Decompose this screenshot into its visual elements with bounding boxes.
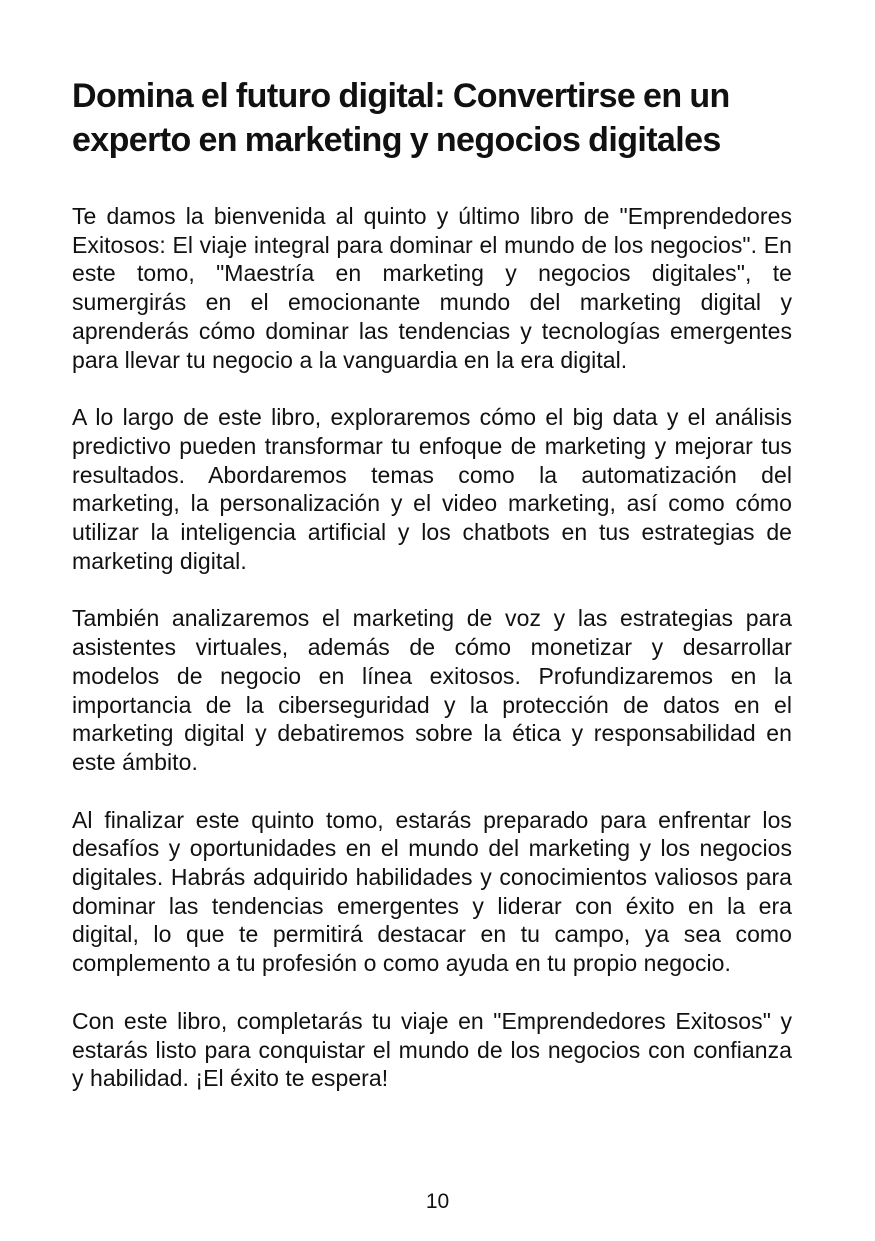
page-content [72, 74, 792, 1122]
page-title: Domina el futuro digital: Convertirse en un experto en marketing y negocios digitales [72, 77, 730, 159]
paragraph-3: También analizaremos el marketing de voz y las estrategias para asistentes virtuales, además de cómo monetizar y desarrollar modelos de negocio en línea exitosos. Profundizaremos en la importancia de la ciberseguridad y la protección de datos en el marketing digital y debatiremos sobre la ética y responsabilidad en este ámbito. [72, 605, 792, 775]
paragraph-4: Al finalizar este quinto tomo, estarás preparado para enfrentar los desafíos y oportunidades en el mundo del marketing y los negocios digitales. Habrás adquirido habilidades y conocimientos valiosos para dominar las tendencias emergentes y liderar con éxito en la era digital, lo que te permitirá destacar en tu campo, ya sea como complemento a tu profesión o como ayuda en tu propio negocio. [72, 806, 792, 977]
page-number: 10 [425, 1190, 450, 1213]
paragraph-1: Te damos la bienvenida al quinto y último libro de "Emprendedores Exitosos: El viaje integral para dominar el mundo de los negocios". En este tomo, "Maestría en marketing y negocios digitales", te sumergirás en el emocionante mundo del marketing digital y aprenderás cómo dominar las tendencias y tecnologías emergentes para llevar tu negocio a la vanguardia en la era digital. [72, 203, 792, 373]
paragraph-2: A lo largo de este libro, exploraremos cómo el big data y el análisis predictivo pueden transformar tu enfoque de marketing y mejorar tus resultados. Abordaremos temas como la automatización del marketing, la personalización y el video marketing, así como cómo utilizar la inteligencia artificial y los chatbots en tus estrategias de marketing digital. [72, 404, 792, 574]
paragraph-5: Con este libro, completarás tu viaje en "Emprendedores Exitosos" y estarás listo para conquistar el mundo de los negocios con confianza y habilidad. ¡El éxito te espera! [72, 1007, 792, 1092]
